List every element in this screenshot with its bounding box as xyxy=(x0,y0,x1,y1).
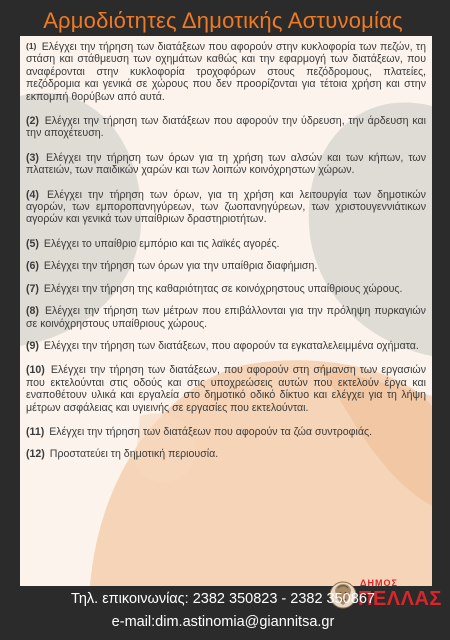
list-item xyxy=(26,189,426,226)
list-item xyxy=(26,448,426,460)
list-item xyxy=(26,340,426,352)
list-item xyxy=(26,260,426,272)
item-number: (11) xyxy=(26,425,45,438)
item-text: Ελέγχει την τήρηση των διατάξεων που αφορούν την ύδρευση, την άρδευση και την αποχέτευση. xyxy=(26,115,426,140)
item-number: (7) xyxy=(26,282,39,295)
item-text: Προστατεύει τη δημοτική περιουσία. xyxy=(49,448,219,461)
list-item xyxy=(26,283,426,295)
item-text: Ελέγχει το υπαίθριο εμπόριο και τις λαϊκές αγορές. xyxy=(43,237,280,250)
list-item xyxy=(26,305,426,330)
item-number: (1) xyxy=(26,41,37,51)
item-number: (2) xyxy=(26,115,39,128)
item-text: Ελέγχει την τήρηση της καθαριότητας σε κοινόχρηστους υπαίθριους χώρους. xyxy=(43,282,403,295)
competences-list xyxy=(26,40,426,461)
item-text: Ελέγχει την τήρηση των όρων για τη χρήση των αλσών και των κήπων, των πλατειών, των παιδικών χαρών και των λοιπών κοινόχρηστων χώρων. xyxy=(26,151,427,177)
item-number: (8) xyxy=(26,305,39,318)
item-text: Ελέγχει την τήρηση των διατάξεων που αφορούν τα ζώα συντροφιάς. xyxy=(49,425,373,438)
item-number: (6) xyxy=(26,260,39,273)
item-number: (9) xyxy=(26,339,39,352)
contact-email[interactable]: e-mail:dim.astinomia@giannitsa.gr xyxy=(111,614,335,630)
list-item xyxy=(26,364,426,414)
contact-footer xyxy=(0,586,446,640)
logo-label-small: ΔΗΜΟΣ xyxy=(360,578,398,588)
list-item xyxy=(26,115,426,140)
item-text: Ελέγχει την τήρηση των διατάξεων, που αφορούν τα εγκαταλελειμμένα οχήματα. xyxy=(43,339,419,352)
page-title: Αρμοδιότητες Δημοτικής Αστυνομίας xyxy=(43,8,403,33)
item-number: (5) xyxy=(26,237,39,250)
item-text: Ελέγχει την τήρηση των όρων, για τη χρήση και λειτουργία των δημοτικών αγορών, των εμποροπανηγύρεων, των ζωοπανηγύρεων, των χριστουγεννιάτικων αγορών και γενικά των υπαίθριων δραστηριοτήτων. xyxy=(26,188,426,226)
item-text: Ελέγχει την τήρηση των μέτρων που επιβάλλονται για την πρόληψη πυρκαγιών σε κοινόχρηστους υπαίθριους χώρους. xyxy=(26,305,426,330)
item-text: Ελέγχει την τήρηση των διατάξεων που αφορούν στην κυκλοφορία των πεζών, τη στάση και στάθμευση των οχημάτων καθώς και την εφαρμογή των διατάξεων, που αναφέρονται στην κυκλοφορία τροχοφόρων στους πεζόδρομους, πλατείες, πεζόδρομια και γενικά σε χώρους που δεν προορίζονται για τέτοια χρήση και στην εκπομπή θορύβων από αυτά. xyxy=(26,41,426,103)
item-number: (10) xyxy=(26,364,45,377)
item-number: (12) xyxy=(26,448,45,461)
list-item xyxy=(26,426,426,438)
list-item xyxy=(26,238,426,250)
logo-label-big: ΠΕΛΛΑΣ xyxy=(358,588,442,610)
contact-phone: Τηλ. επικοινωνίας: 2382 350823 - 2382 350867 xyxy=(71,591,375,607)
item-number: (3) xyxy=(26,151,39,164)
item-text: Ελέγχει την τήρηση των διατάξεων, που αφορούν στη σήμανση των εργασιών που εκτελούνται στις οδούς και στις υποχρεώσεις αυτών που εκτελούν έργα και εναποθέτουν υλικά και εργαλεία στο δημοτικό οδικό δίκτυο και ελέγχει για τη λήψη μέτρων ασφάλειας και υγιεινής σε εργασίες που εκτελούνται. xyxy=(26,364,426,414)
list-item xyxy=(26,152,426,177)
item-text: Ελέγχει την τήρηση των όρων για την υπαίθρια διαφήμιση. xyxy=(43,260,318,273)
list-item xyxy=(26,40,426,103)
item-number: (4) xyxy=(26,188,39,201)
